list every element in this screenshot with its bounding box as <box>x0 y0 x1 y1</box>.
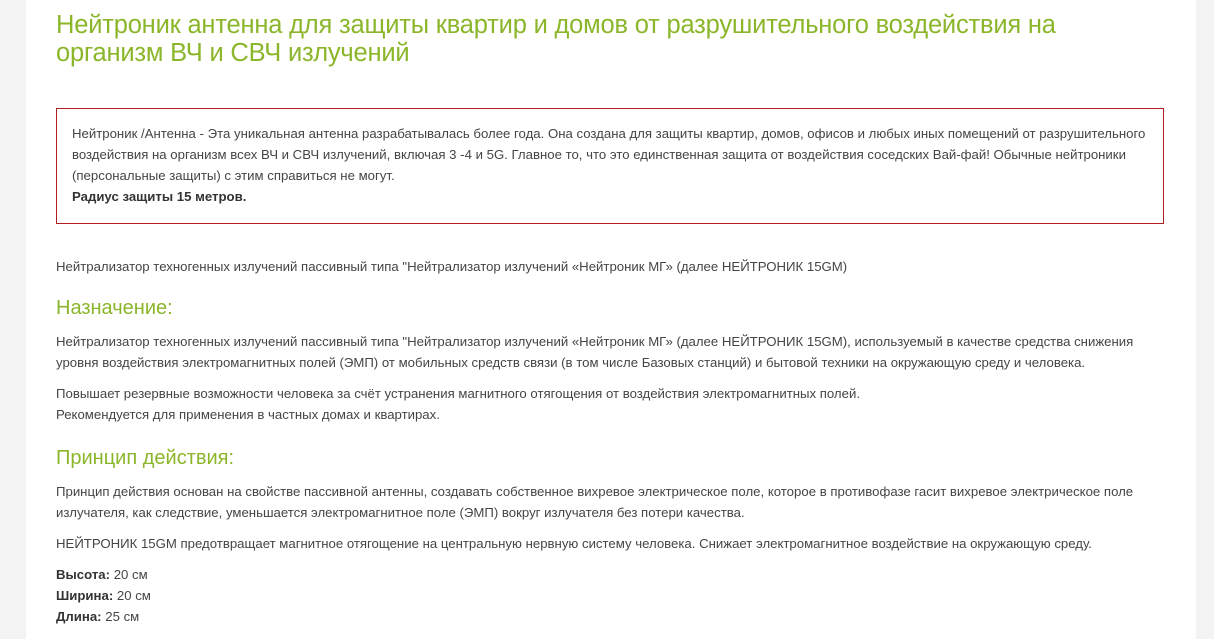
intro-paragraph <box>56 256 1166 277</box>
principle-paragraph-2: НЕЙТРОНИК 15GM предотвращает магнитное отягощение на центральную нервную систему человека. Снижает электромагнитное воздействие на окружающую среду. <box>56 536 1092 551</box>
spec-length-value: 25 см <box>101 609 140 624</box>
spec-width-value: 20 см <box>113 588 151 603</box>
purpose-paragraph-2-line-2: Рекомендуется для применения в частных домах и квартирах. <box>56 407 440 422</box>
spec-length <box>56 606 1166 627</box>
principle-heading: Принцип действия: <box>56 447 235 469</box>
notice-box <box>56 108 1164 224</box>
purpose-section <box>56 331 1166 373</box>
intro-text: Нейтрализатор техногенных излучений пассивный типа "Нейтрализатор излучений «Нейтроник МГ» (далее НЕЙТРОНИК 15GM) <box>56 259 848 274</box>
main-content <box>56 0 1166 624</box>
principle-paragraph-1: Принцип действия основан на свойстве пассивной антенны, создавать собственное вихревое электрическое поле, которое в противофазе гасит вихревое электрическое поле излучателя, как следствие, уменьшается электромагнитное поле (ЭМП) вокруг излучателя без потери качества. <box>56 484 1134 520</box>
purpose-paragraph-1: Нейтрализатор техногенных излучений пассивный типа "Нейтрализатор излучений «Нейтроник МГ» (далее НЕЙТРОНИК 15GM), используемый в качестве средства снижения уровня воздействия электромагнитных полей (ЭМП) от мобильных средств связи (в том числе Базовых станций) и бытовой техники на окружающую среду и человека. <box>56 334 1134 370</box>
principle-section <box>56 481 1166 523</box>
purpose-heading: Назначение: <box>56 297 173 319</box>
spec-height <box>56 564 1166 585</box>
spec-height-label: Высота: <box>56 567 111 582</box>
notice-radius: Радиус защиты 15 метров. <box>72 189 247 204</box>
spec-width <box>56 585 1166 606</box>
spec-length-label: Длина: <box>56 609 102 624</box>
page-container <box>26 0 1196 639</box>
page-title: Нейтроник антенна для защиты квартир и домов от разрушительного воздействия на организм ВЧ и СВЧ излучений <box>56 11 1056 67</box>
specs-list <box>56 564 1166 627</box>
spec-width-label: Ширина: <box>56 588 114 603</box>
purpose-paragraph-2-line-1: Повышает резервные возможности человека за счёт устранения магнитного отягощения от воздействия электромагнитных полей. <box>56 386 860 401</box>
notice-text: Нейтроник /Антенна - Эта уникальная антенна разрабатывалась более года. Она создана для защиты квартир, домов, офисов и любых иных помещений от разрушительного воздействия на организм всех ВЧ и СВЧ излучений, включая 3 -4 и 5G. Главное то, что это единственная защита от воздействия соседских Вай-фай! Обычные нейтроники (персональные защиты) с этим справиться не могут. <box>72 126 1146 183</box>
purpose-section-2 <box>56 383 1166 425</box>
principle-section-2 <box>56 533 1166 554</box>
spec-height-value: 20 см <box>110 567 148 582</box>
